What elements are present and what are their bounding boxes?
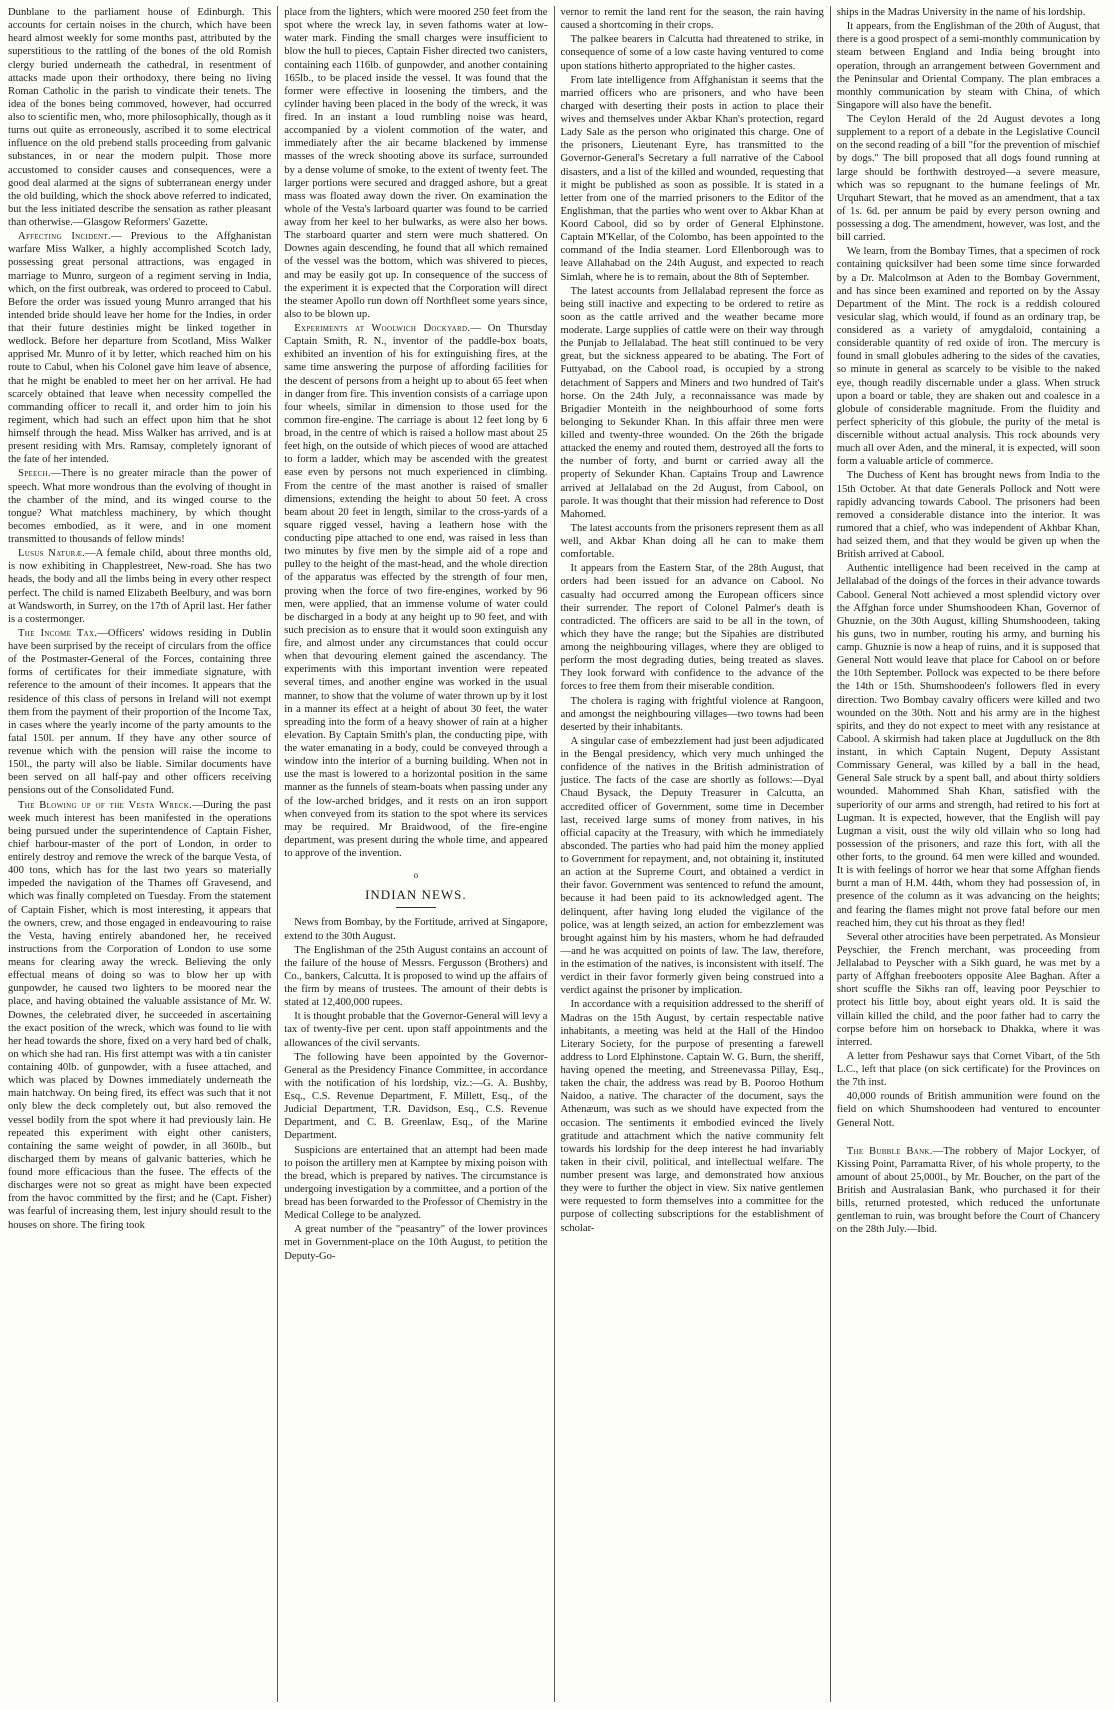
article-paragraph <box>8 230 271 466</box>
article-text: 40,000 rounds of British ammunition were found on the field on which Shumshoodeen had ventured to encounter General Nott. <box>836 1091 1100 1129</box>
article-text: —There is no greater miracle than the power of speech. What more wondrous than the evolving of thought in the chamber of the mind, and its winged course to the tongue? What matchless machinery, by which thought becomes embodied, as it were, and in one moment transmitted to thousands of fellow minds! <box>8 468 272 545</box>
article-paragraph <box>561 6 824 32</box>
article-text: The palkee bearers in Calcutta had threatened to strike, in consequence of some of a low caste having ventured to come upon stations hitherto appropriated to the higher castes. <box>560 34 824 72</box>
article-text: It is thought probable that the Governor-General will levy a tax of twenty-five per cent. upon staff appointments and the allowances of the civil servants. <box>284 1011 548 1049</box>
article-paragraph <box>8 6 271 229</box>
article-paragraph <box>561 33 824 72</box>
article-headline: The Bubble Bank. <box>846 1145 933 1157</box>
section-gap <box>837 1131 1100 1145</box>
article-paragraph <box>8 627 271 798</box>
article-headline: The Blowing up of the Vesta Wreck. <box>18 799 193 811</box>
article-paragraph <box>284 1010 547 1049</box>
article-text: The Englishman of the 25th August contains an account of the failure of the house of Messrs. Fergusson (Brothers) and Co., bankers, Calcutta. It is proposed to wind up the affairs of the firm by means of trustees. The amount of their debts is stated at 12,400,000 rupees. <box>284 944 548 1009</box>
article-paragraph <box>837 931 1100 1049</box>
article-text: The latest accounts from the prisoners represent them as all well, and Akbar Khan doing all he can to make them comfortable. <box>560 522 824 561</box>
article-text: Authentic intelligence had been received in the camp at Jellalabad of the doings of the forces in their advance towards Cabool. General Nott achieved a most splendid victory over the Affghan force under Shumshoodeen Khan, Governor of Ghuznie, on the 30th August, killing Shumshoodeen, taking his guns, two in number, routing his army, and burning his camp. Ghuznie is now a heap of ruins, and it is supposed that General Nott would leave that place for Cabool on or before the 10th September. Pollock was expected to be there before the 14th or 15th. Shumshoodeen's followers fled in every direction. Two Bombay cavalry officers were killed and two wounded on the 30th. Nott and his army are in the highest spirits, and they do not expect to meet with any resistance at Cabool. A skirmish had taken place at Jugdulluck on the 8th instant, in which Captain Nugent, Deputy Assistant Commissary General, was killed by a ball in the head, General Sale struck by a spent ball, and about thirty soldiers wounded. Mahommed Shah Khan, satisfied with the superiority of our arms and strength, had retired to his fort at Lugman. It is expected, however, that the English will pay Lugman a visit, oust the wily old villain who so long had possession of the prisoners, and raze this fort, with all the other forts, to the ground. 64 men were killed and wounded. It is with feelings of horror we hear that some Affghan fiends burnt a man of H.M. 44th, whom they had possession of, in presence of the column as it was advancing on the heights; and fearing the flames might not prove fatal before our men reached him, they cut his throat as they fled! <box>836 563 1100 929</box>
article-text: From late intelligence from Affghanistan it seems that the married officers who are prisoners, and who have been charged with deserting their posts in action to place their wives and themselves under Akbar Khan's protection, regard Lady Sale as the person who originated this charge. One of the prisoners, Lieutenant Eyre, has transmitted to the Governor-General's Secretary a full narrative of the Cabool disasters, and a list of the killed and wounded, requesting that it might be published as soon as possible. It is stated in a letter from one of the married prisoners to the Editor of the Englishman, that the parties who went over to Akbar Khan at Koord Cabool, did so by order of General Elphinstone. Captain M'Kellar, of the Colombo, has been appointed to the command of the India steamer. Lord Ellenborough was to leave Allahabad on the 24th August, and expected to reach Simlah, where he is to remain, about the 8th of September. <box>560 74 824 283</box>
article-text: —Officers' widows residing in Dublin have been surprised by the receipt of circulars from the office of the Postmaster-General of the Forces, containing three forms of certificates for their immediate signature, with reference to the amount of their incomes. It appears that the residence of this class of persons in Ireland will not exempt them from the payment of their proportion of the Income Tax, in cases where the yearly income of the party amounts to the fatal 150l. per annum. If they have any other source of revenue which with the pension will raise the income to 150l., the party will also be liable. Similar documents have been served on all half-pay and other officers receiving pensions out of the Consolidated Fund. <box>8 627 272 797</box>
article-paragraph <box>837 1050 1100 1089</box>
article-text: It appears, from the Englishman of the 20th of August, that there is a good prospect of a semi-monthly communication by steam between England and India being brought into operation, through an arrangement between Government and the Peninsular and Oriental Company. The plan embraces a monthly communication by steam with China, of which Singapore will also have the benefit. <box>836 21 1100 111</box>
section-ornament: o <box>413 870 419 881</box>
article-paragraph <box>837 113 1100 244</box>
article-paragraph <box>284 1051 547 1143</box>
article-text: — Previous to the Affghanistan warfare Miss Walker, a highly accomplished Scotch lady, possessing great personal attractions, was engaged in marriage to Munro, surgeon of a regiment serving in India, which, on the first outbreak, was ordered to proceed to Cabul. Before the order was issued young Munro arranged that his intended bride should leave her home for the Indies, in order that their future destinies might be linked together in wedlock. Before her departure from Scotland, Miss Walker apprised Mr. Munro of it by letter, which reached him on his route to Cabul, when his Colonel gave him leave of absence, that he might be enabled to meet her on her arrival. He had scarcely obtained that leave when necessity compelled the commanding officer to recall it, and order him to join his regiment, which had such an effect upon him that he shot himself through the head. Miss Walker has arrived, and is at present residing with Mrs. Ramsay, completely ignorant of the fate of her intended. <box>8 231 272 466</box>
column-2 <box>278 6 554 1702</box>
article-text: Dunblane to the parliament house of Edinburgh. This accounts for certain noises in the church, which have been heard almost weekly for some months past, attributed by the superstitious to the rattling of the bones of the old Romish clergy buried underneath the cathedral, in resentment of attacks made upon their orthodoxy, there being no living Roman Catholic in the parish to vindicate their tenets. The idea of the bones being commoved, however, had occurred also to scientific men, who, more philosophically, though as it turns out quite as erroneously, ascribed it to some electrical influence on the old prebend stalls proceeding from galvanic substances, in or near the modern pulpit. Those more accustomed to consider causes and consequences, were a good deal alarmed at the signs of subterranean energy under the old building, which the shock above referred to indicated, but the less initiated describe the sensation as rather pleasant than otherwise.—Glasgow Reformers' Gazette. <box>8 7 272 228</box>
article-text: We learn, from the Bombay Times, that a specimen of rock containing quicksilver had been some time since forwarded by a Dr. Malcolmson at Aden to the Bombay Government, and has since been examined and reported on by the Assay Department of the Mint. The rock is a reddish coloured vesicular slag, which would, if found as an ordinary trap, be considered as a variety of amygdaloid, containing a considerable quantity of red oxide of iron. The mercury is found in small globules adhering to the sides of the cavaties, so minute in general as scarcely to be visible to the naked eye, though readily discernable under a glass. When struck upon a board or table, they are shaken out and coalesce in a globule of considerable magnitude. From the fluidity and perfect sphericity of this globule, the purity of the metal is discernible without actual analysis. This rock abounds very much all over Aden, and the mineral, it is expected, will soon form a valuable article of commerce. <box>836 246 1100 468</box>
article-paragraph <box>284 1144 547 1223</box>
article-paragraph <box>8 547 271 626</box>
article-paragraph <box>8 799 271 1232</box>
article-text: A letter from Peshawur says that Cornet Vibart, of the 5th L.C., left that place (on sick certificate) for the Provinces on the 7th inst. <box>836 1050 1100 1089</box>
article-text: Suspicions are entertained that an attempt had been made to poison the artillery men at Kamptee by mixing poison with the bread, which is prepared by natives. The circumstance is undergoing investigation by a committee, and a portion of the bread has been forwarded to the Professor of Chemistry in the Medical College to be analyzed. <box>284 1144 548 1222</box>
article-paragraph <box>837 1145 1100 1237</box>
column-3 <box>555 6 831 1702</box>
article-text: It appears from the Eastern Star, of the 28th August, that orders had been issued for an advance on Cabool. No casualty had occurred among the European officers since their surrender. The report of Colonel Palmer's death is contradicted. The officers are said to be all in the town, of which they have the range; but the Sipahies are distributed among the neighbouring villages, where they are obliged to perform the most degrading duties, being treated as slaves. They look forward with confidence to the advance of the forces to free them from their miserable condition. <box>560 563 824 693</box>
article-text: —A female child, about three months old, is now exhibiting in Chapplestreet, New-road. She has two heads, the body and all the limbs being in every other respect perfect. The child is named Elizabeth Beelbury, and was born at Wandsworth, in Surrey, on the 17th of April last. Her father is a costermonger. <box>8 548 272 625</box>
article-text: The latest accounts from Jellalabad represent the force as being still inactive and expecting to be ordered to retire as soon as the cattle arrived and the weather became more moderate. Large supplies of cattle were on their way through the Punjab to Jellalabad. The heat still continued to be very great, but the sickness appeared to be abating. The Fort of Futtyabad, on the Cabool road, is occupied by a strong detachment of Sappers and Miners and two hundred of Tait's horse. On the 24th July, a reconnaissance was made by Brigadier Monteith in the neighbourhood of some forts belonging to Sekunder Khan. In this affair three men were killed and twenty-three wounded. On the 26th the brigade attacked the enemy and routed them, destroyed all the forts to the number of forty, and burnt or carried away all the property of Sekunder Khan. Captains Troup and Lawrence arrived at Jellalabad on the 2d August, from Cabool, on parole. It was thought that their mission had reference to Dost Mahomed. <box>560 285 824 520</box>
column-container <box>6 6 1106 1702</box>
heading-rule <box>396 907 436 908</box>
section-heading: INDIAN NEWS. <box>365 887 467 903</box>
article-paragraph <box>284 944 547 1010</box>
article-paragraph <box>837 562 1100 930</box>
article-paragraph <box>561 735 824 998</box>
article-paragraph <box>837 20 1100 112</box>
article-paragraph <box>284 6 547 321</box>
article-headline: The Income Tax. <box>18 627 98 639</box>
article-text: vernor to remit the land rent for the season, the rain having caused a shortcoming in their crops. <box>560 7 824 32</box>
article-paragraph <box>561 562 824 693</box>
article-text: The cholera is raging with frightful violence at Rangoon, and amongst the neighbouring villages—two towns had been deserted by their inhabitants. <box>560 695 824 733</box>
article-paragraph <box>837 469 1100 561</box>
article-headline: Lusus Naturæ. <box>18 548 86 560</box>
article-paragraph <box>837 1090 1100 1129</box>
article-headline: Experiments at Woolwich Dockyard. <box>294 323 471 334</box>
article-paragraph <box>561 522 824 561</box>
article-text: A great number of the "peasantry" of the lower provinces met in Government-place on the 10th August, to petition the Deputy-Go- <box>284 1224 548 1262</box>
article-headline: Speech. <box>18 468 51 480</box>
article-text: — On Thursday Captain Smith, R. N., inventor of the paddle-box boats, exhibited an invention of his for extinguishing fires, at the same time answering the purpose of affording facilities for the descent of persons from a height up to about 65 feet when in danger from fire. This invention consists of a carriage upon four wheels, similar in dimension to those used for the common fire-engine. The carriage is about 12 feet long by 6 broad, in the centre of which is raised a hollow mast about 25 feet high, on the outside of which pieces of wood are attached to form a ladder, which may be ascended with the greatest ease even by persons not much experienced in climbing. From the centre of the mast another is raised of smaller dimensions, extending the height to about 50 feet. A cross beam about 20 feet in length, similar to the cross-yards of a square rigged vessel, having a leathern hose with the conducting pipe attached to one end, was raised in less than two minutes by five men by the simple aid of a rope and pulley to the height of the mast-head, and the whole direction of the apparatus was effected by the strength of four men, proving when the force of two fire-engines, worked by 96 men, were applied, that an immense volume of water could be discharged in a body at any height up to 90 feet, and with such precision as to ensure that it would soon extinguish any fire, and almost under any circumstances that could occur when that devouring element gained the ascendancy. The experiments with this important invention were repeated several times, and another engine was worked in the usual manner, to show that the volume of water thrown up by it lost in a manner its effect at a height of about 30 feet, the water spreading into the form of a heavy shower of rain at a higher elevation. By Captain Smith's plan, the conducting pipe, with the water emanating in a body, could be conveyed through a window into the interior of a burning building. When not in use the mast is lowered to a horizontal position in the same manner as the funnels of steam-boats when passing under any of the low-arched bridges, and it rests on an iron support when conveyed from its station to the spot where its services may be required. Mr Braidwood, of the fire-engine department, was present during the whole time, and appeared to approve of the invention. <box>284 323 548 859</box>
article-paragraph <box>837 6 1100 19</box>
article-text: The following have been appointed by the Governor-General as the Presidency Finance Committee, in accordance with the notification of his lordship, viz.:—G. A. Bushby, Esq., C.S. Revenue Department, F. Millett, Esq., of the Judicial Department, T.R. Davidson, Esq., C.S. Revenue Department, and C. B. Greenlaw, Esq., of the Marine Department. <box>284 1051 548 1142</box>
column-4 <box>831 6 1106 1702</box>
article-text: News from Bombay, by the Fortitude, arrived at Singapore, extend to the 30th August. <box>284 917 548 942</box>
article-paragraph <box>8 467 271 546</box>
article-headline: Affecting Incident. <box>18 231 111 243</box>
article-paragraph <box>284 1223 547 1262</box>
article-text: place from the lighters, which were moored 250 feet from the spot where the wreck lay, in seven fathoms water at low-water mark. Finding the small charges were insufficient to blow the hull to pieces, Captain Fisher directed two canisters, containing each 116lb. of gunpowder, and another containing 165lb., to be placed inside the vessel. It was found that the former were effective in loosening the timbers, and the cylinder having been placed in the body of the wreck, it was fired. In an instant a loud rumbling noise was heard, accompanied by a violent commotion of the water, and immediately after the air became blackened by immense masses of the wreck shooting above its surface, surrounded by a dense volume of smoke, to the extent of twenty feet. The larger portions were secured and dragged ashore, but a great mass was floated away down the river. On examination the whole of the Vesta's larboard quarter was found to be carried away from her keel to her bulwarks, as were also her bows. The starboard quarter and stern were much shattered. On Downes again descending, he found that all which remained of the vessel was the bottom, which was shivered to pieces, and may be easily got up. In consequence of the success of the experiment it is expected that the Corporation will direct the steamer Apollo run down off Northfleet some years since, also to be blown up. <box>284 7 548 320</box>
article-paragraph <box>284 322 547 860</box>
article-text: In accordance with a requisition addressed to the sheriff of Madras on the 15th August, by certain respectable native inhabitants, a meeting was held at the Hall of the Hindoo Literary Society, for the purpose of presenting a farewell address to Lord Elphinstone. Captain W. G. Burn, the sheriff, having opened the meeting, and Streenevassa Pillay, Esq., taken the chair, the address was read by B. Pooroo Hothum Naidoo, a native. The character of the document, says the Athenæum, was such as we should have expected from the occasion. The sentiments it embodied evinced the lively gratitude and attachment which the native community felt towards his lordship for the deep interest he had invariably taken in their civil, political, and intellectual welfare. The number present was large, and demonstrated how anxious they were to further the object in view. Six native gentlemen were requested to form themselves into a committee for the purpose of collecting subscriptions for the establishment of scholar- <box>560 999 824 1234</box>
article-text: The Ceylon Herald of the 2d August devotes a long supplement to a report of a debate in the Legislative Council on the second reading of a bill "for the prevention of mischief by dogs." The bill proposed that all dogs found running at large should be forthwith destroyed—a severe measure, which was so repugnant to the humane feelings of Mr. Urquhart Stewart, that he moved as an amendment, that a tax of 1s. 6d. per annum be paid by every person owning and possessing a dog. The amendment, however, was lost, and the bill carried. <box>836 114 1100 244</box>
article-text: A singular case of embezzlement had just been adjudicated in the Bengal presidency, which very much unhinged the confidence of the natives in the British administration of justice. The facts of the case are shortly as follows:—Dyal Chaud Bysack, the Deputy Treasurer in Calcutta, an accredited officer of Government, some time in December last, received large sums of money from natives, in his official capacity at the Treasury, with which he immediately absconded. The parties who had paid him the money applied to Government for repayment, and, not obtaining it, instituted an action at the Supreme Court, and obtained a verdict in their favor. Government was sentenced to refund the amount, because it had been paid to its acknowledged agent. The delinquent, after having long eluded the vigilance of the police, was at length seized, an action for embezzlement was brought against him by his masters, whom he had defrauded—and he was acquitted on points of law. The law, therefore, in the estimation of the natives, is inconsistent with itself. The verdict in their favor formerly given being construed into a verdict against the prisoner by implication. <box>560 735 824 997</box>
article-text: —The robbery of Major Lockyer, of Kissing Point, Parramatta River, of his whole property, to the amount of about 25,000l., by Mr. Boucher, on the part of the British and Australasian Bank, who purchased it for their bills, returned protested, which reduced the unfortunate gentleman to ruin, was brought before the Court of Chancery on the 28th July.—Ibid. <box>836 1145 1100 1236</box>
article-paragraph <box>561 695 824 734</box>
article-paragraph <box>561 74 824 284</box>
article-text: The Duchess of Kent has brought news from India to the 15th October. At that date Generals Pollock and Nott were rapidly advancing towards Cabool. The prisoners had been removed a considerable distance into the interior. It was rumored that a chief, who was independent of Akhbar Khan, had seized them, and that they would be given up when the British arrived at Cabool. <box>836 470 1100 561</box>
article-text: —During the past week much interest has been manifested in the operations being pursued under the superintendence of Captain Fisher, chief harbour-master of the port of London, in order to entirely destroy and remove the wreck of the barque Vesta, of 400 tons, which has for the last two years so materially impeded the navigation of the Thames off Gravesend, and which was finally completed on Tuesday. From the statement of Captain Fisher, which is most interesting, it appears that the owners, crew, and those engaged in endeavouring to raise the Vesta, having entirely abandoned her, he received instructions from the Corporation of London to use some means for clearing away the wreck. Believing the only effectual means of doing so was to blow her up with gunpowder, he caused two lighters to be moored near the place, and having obtained the valuable assistance of Mr. W. Downes, the celebrated diver, he succeeded in ascertaining the exact position of the wreck, which was found to lie with her head towards the shore, fixed on a very hard bed of chalk, on which she had ran. His first attempt was with a tin canister containing 40lb. of gunpowder, with a fusee attached, and which was placed by Downes immediately underneath the main hatchway. On being fired, its effect was such that it not only blew the deck completely out, but also removed the vessel bodily from the spot where it had previously lain. He repeated this experiment with eight other canisters, containing the same weight of powder, in all 360lb., but discharged them by means of galvanic batteries, which he found more efficacious than the fusee. The effects of the discharges were not so great as might have been expected from the havoc committed by the first; and he (Capt. Fisher) was fearful of increasing them, lest injury should result to the houses on shore. The firing took <box>8 799 272 1231</box>
article-paragraph <box>561 285 824 521</box>
article-text: Several other atrocities have been perpetrated. As Monsieur Peyschier, the French merchant, was proceeding from Jellalabad to Peyscher with a Sikh guard, he was met by a party of Affghan freebooters opposite Alee Baghan. After a short scuffle the Sikhs ran off, leaving poor Peyschier to protect his little boy, about eight years old. It is said the villain killed the child, and the poor father had to carry the corpse before him on horseback to Dhakka, where it was interred. <box>836 931 1100 1048</box>
article-text: ships in the Madras University in the name of his lordship. <box>836 7 1086 18</box>
article-paragraph <box>561 998 824 1234</box>
article-paragraph <box>837 245 1100 468</box>
article-paragraph <box>284 916 547 942</box>
column-1 <box>6 6 278 1702</box>
